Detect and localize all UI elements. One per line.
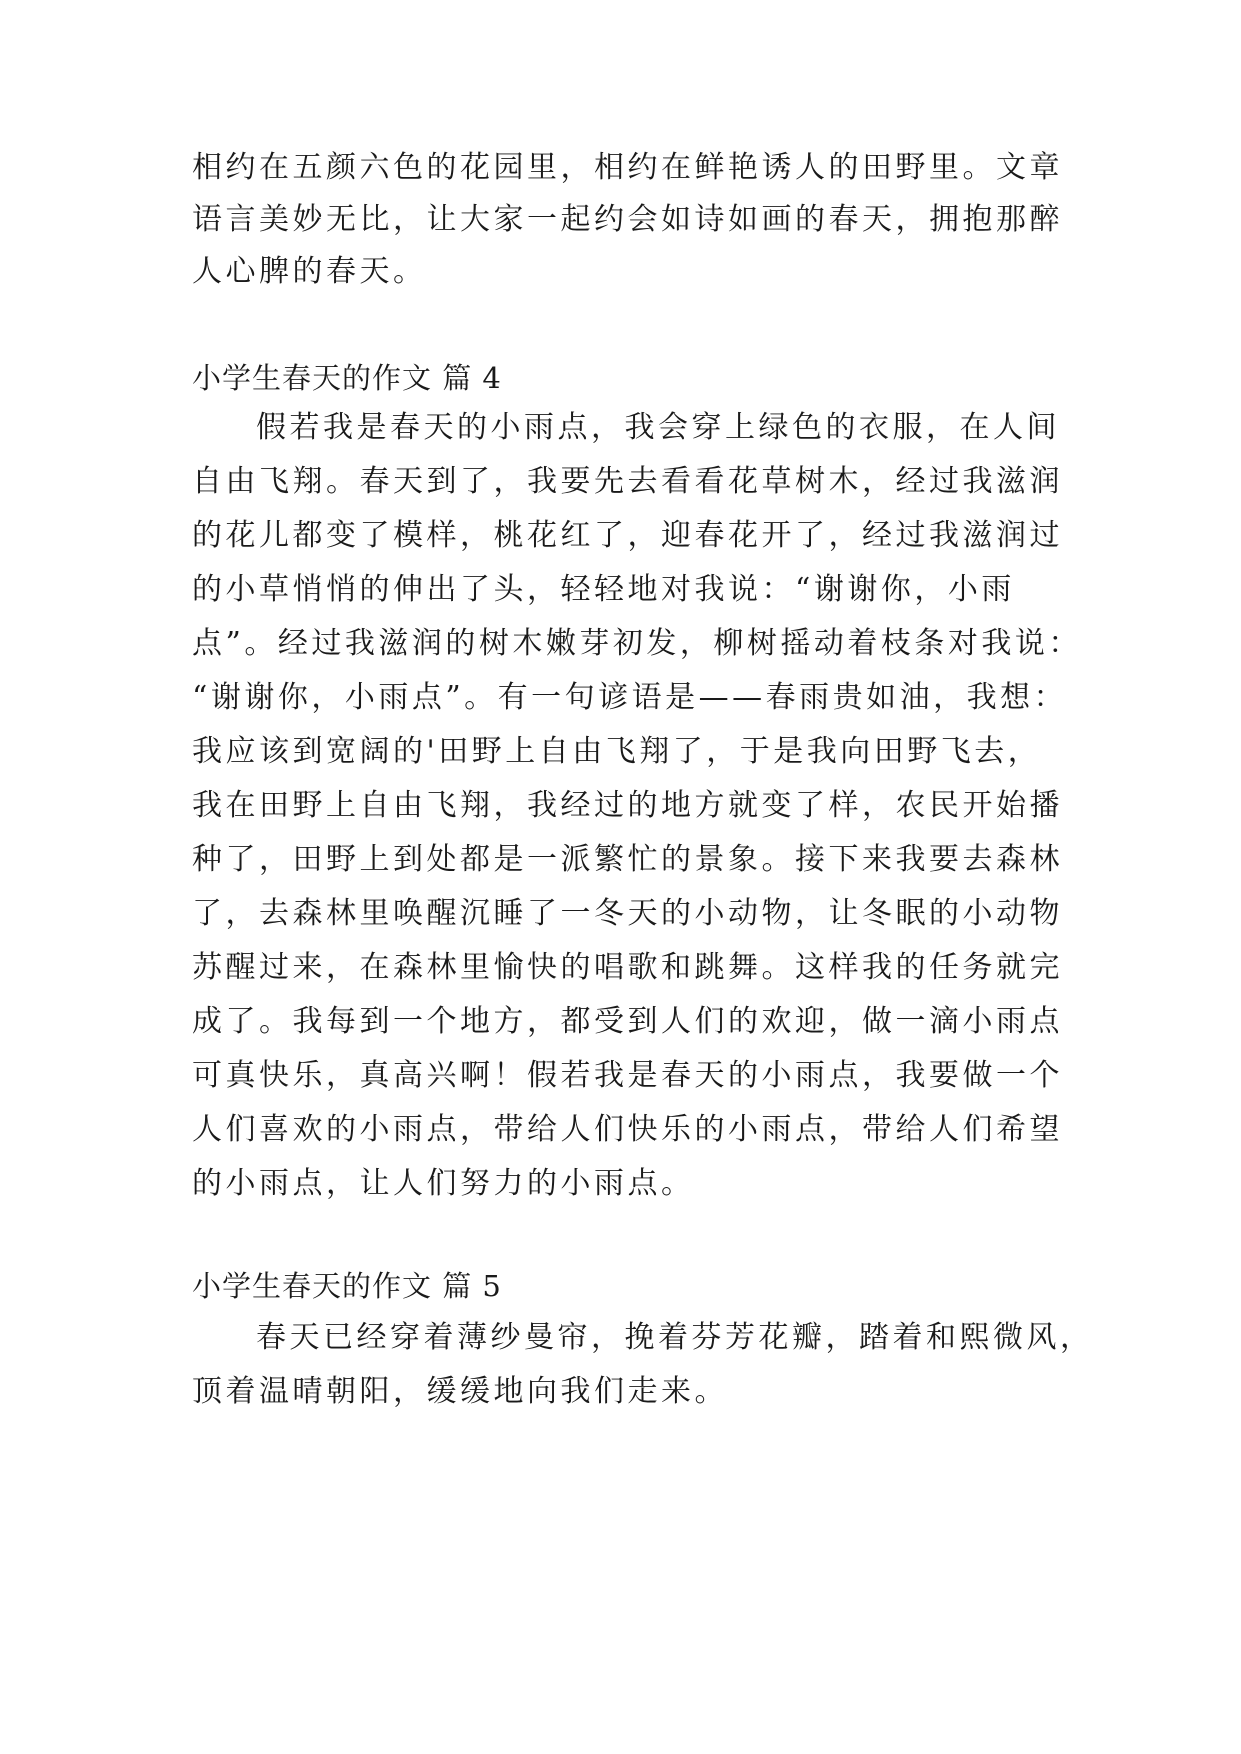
- section-5-line-2: 顶着温晴朝阳，缓缓地向我们走来。: [192, 1374, 728, 1409]
- section-4-line-4: 的小草悄悄的伸出了头，轻轻地对我说：“谢谢你，小雨: [192, 572, 1015, 607]
- section-4-line-1: 假若我是春天的小雨点，我会穿上绿色的衣服，在人间: [256, 410, 1060, 445]
- section-4-line-11: 苏醒过来，在森林里愉快的唱歌和跳舞。这样我的任务就完: [192, 950, 1063, 985]
- section-4-line-10: 了，去森林里唤醒沉睡了一冬天的小动物，让冬眠的小动物: [192, 896, 1063, 931]
- section-4-line-8: 我在田野上自由飞翔，我经过的地方就变了样，农民开始播: [192, 788, 1063, 823]
- section-5-title: 小学生春天的作文 篇 5: [192, 1269, 502, 1303]
- intro-line-2: 语言美妙无比，让大家一起约会如诗如画的春天，拥抱那醉: [192, 202, 1063, 237]
- section-4-line-9: 种了，田野上到处都是一派繁忙的景象。接下来我要去森林: [192, 842, 1063, 877]
- section-4-line-13: 可真快乐，真高兴啊！假若我是春天的小雨点，我要做一个: [192, 1058, 1063, 1093]
- section-4-line-5: 点”。经过我滋润的树木嫩芽初发，柳树摇动着枝条对我说：: [192, 626, 1082, 661]
- section-4-line-6: “谢谢你，小雨点”。有一句谚语是——春雨贵如油，我想：: [192, 680, 1068, 715]
- section-4-line-3: 的花儿都变了模样，桃花红了，迎春花开了，经过我滋润过: [192, 518, 1063, 553]
- intro-line-3: 人心脾的春天。: [192, 254, 427, 289]
- section-4-title: 小学生春天的作文 篇 4: [192, 361, 502, 395]
- section-4-line-15: 的小雨点，让人们努力的小雨点。: [192, 1166, 695, 1201]
- intro-line-1: 相约在五颜六色的花园里，相约在鲜艳诱人的田野里。文章: [192, 150, 1063, 185]
- section-4-line-12: 成了。我每到一个地方，都受到人们的欢迎，做一滴小雨点: [192, 1004, 1063, 1039]
- section-4-line-2: 自由飞翔。春天到了，我要先去看看花草树木，经过我滋润: [192, 464, 1063, 499]
- section-5-line-1: 春天已经穿着薄纱曼帘，挽着芬芳花瓣，踏着和熙微风，: [256, 1320, 1094, 1355]
- section-4-line-7: 我应该到宽阔的'田野上自由飞翔了，于是我向田野飞去，: [192, 734, 1042, 769]
- section-4-line-14: 人们喜欢的小雨点，带给人们快乐的小雨点，带给人们希望: [192, 1112, 1063, 1147]
